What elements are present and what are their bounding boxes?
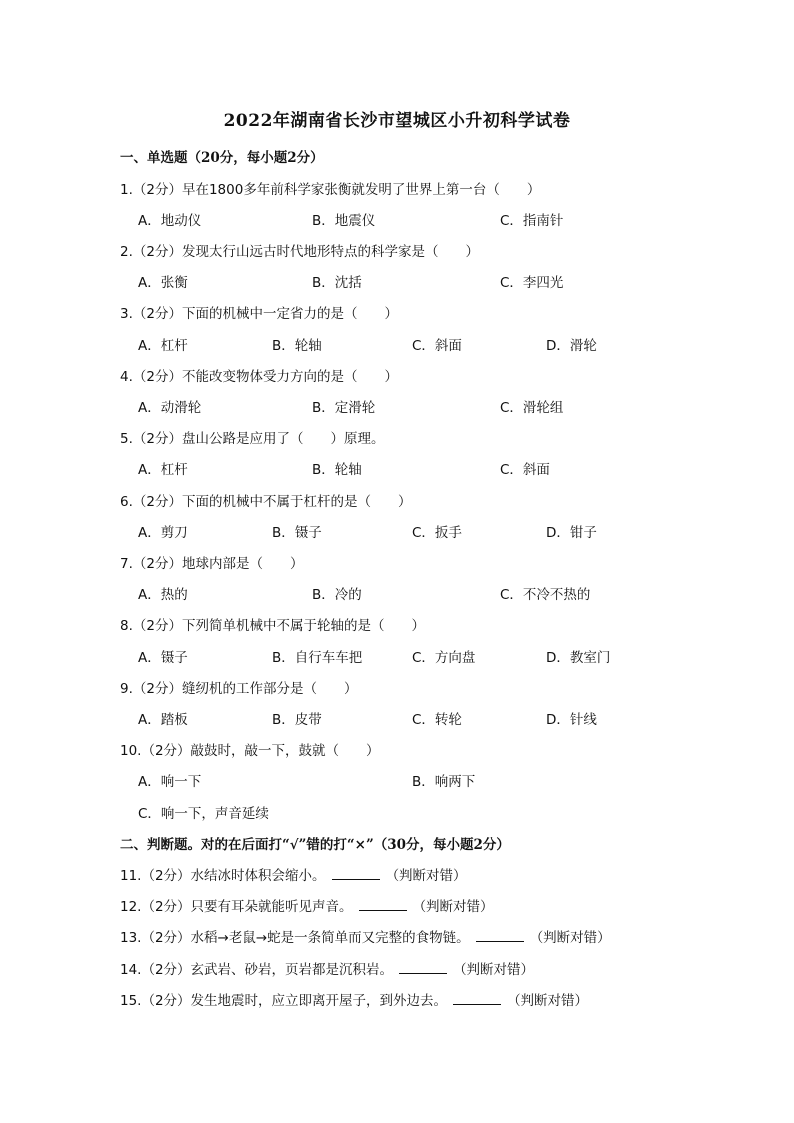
q2-option-c: C．李四光	[500, 275, 564, 291]
judgment-14	[120, 958, 534, 978]
q4-option-b: B．定滑轮	[312, 400, 376, 416]
judgment-suffix: （判断对错）	[453, 962, 535, 978]
q4-option-a: A．动滑轮	[138, 400, 202, 416]
q9-option-b: B．皮带	[272, 712, 322, 728]
q7-option-b: B．冷的	[312, 587, 362, 603]
answer-blank[interactable]	[399, 961, 447, 974]
answer-blank[interactable]	[359, 898, 407, 911]
judgment-suffix: （判断对错）	[385, 868, 467, 884]
q3-option-c: C．斜面	[412, 338, 462, 354]
section-single-choice-heading: 一、单选题（20分，每小题2分）	[120, 150, 324, 166]
q7-option-a: A．热的	[138, 587, 188, 603]
q9-option-a: A．踏板	[138, 712, 188, 728]
q1-option-a: A．地动仪	[138, 213, 202, 229]
q3-option-b: B．轮轴	[272, 338, 322, 354]
q8-option-a: A．镊子	[138, 650, 188, 666]
judgment-suffix: （判断对错）	[529, 930, 611, 946]
question-8: 8.（2分）下列简单机械中不属于轮轴的是（ ）	[120, 618, 425, 634]
question-10: 10.（2分）敲鼓时，敲一下，鼓就（ ）	[120, 743, 380, 759]
judgment-text: 12.（2分）只要有耳朵就能听见声音。	[120, 899, 353, 915]
answer-blank[interactable]	[476, 929, 524, 942]
q5-option-c: C．斜面	[500, 462, 550, 478]
q10-option-b: B．响两下	[412, 774, 476, 790]
q9-option-c: C．转轮	[412, 712, 462, 728]
q9-option-d: D．针线	[546, 712, 597, 728]
question-6: 6.（2分）下面的机械中不属于杠杆的是（ ）	[120, 494, 412, 510]
q2-option-a: A．张衡	[138, 275, 188, 291]
question-1: 1.（2分）早在1800多年前科学家张衡就发明了世界上第一台（ ）	[120, 182, 541, 198]
q1-option-c: C．指南针	[500, 213, 564, 229]
q4-option-c: C．滑轮组	[500, 400, 564, 416]
judgment-text: 15.（2分）发生地震时，应立即离开屋子，到外边去。	[120, 993, 448, 1009]
question-7: 7.（2分）地球内部是（ ）	[120, 556, 304, 572]
question-2: 2.（2分）发现太行山远古时代地形特点的科学家是（ ）	[120, 244, 479, 260]
answer-blank[interactable]	[453, 992, 501, 1005]
q8-option-d: D．教室门	[546, 650, 611, 666]
section-judgment-heading: 二、判断题。对的在后面打“√”错的打“×”（30分，每小题2分）	[120, 837, 510, 853]
q6-option-c: C．扳手	[412, 525, 462, 541]
q6-option-d: D．钳子	[546, 525, 597, 541]
judgment-text: 13.（2分）水稻→老鼠→蛇是一条简单而又完整的食物链。	[120, 930, 470, 946]
judgment-11	[120, 864, 467, 884]
q3-option-a: A．杠杆	[138, 338, 188, 354]
q10-option-c: C．响一下，声音延续	[138, 806, 269, 822]
judgment-12	[120, 895, 494, 915]
question-3: 3.（2分）下面的机械中一定省力的是（ ）	[120, 306, 398, 322]
answer-blank[interactable]	[332, 867, 380, 880]
q7-option-c: C．不冷不热的	[500, 587, 591, 603]
q8-option-c: C．方向盘	[412, 650, 476, 666]
question-9: 9.（2分）缝纫机的工作部分是（ ）	[120, 681, 358, 697]
judgment-13	[120, 926, 611, 946]
q6-option-a: A．剪刀	[138, 525, 188, 541]
q5-option-b: B．轮轴	[312, 462, 362, 478]
q10-option-a: A．响一下	[138, 774, 202, 790]
exam-title: 2022年湖南省长沙市望城区小升初科学试卷	[223, 111, 571, 131]
judgment-suffix: （判断对错）	[412, 899, 494, 915]
q3-option-d: D．滑轮	[546, 338, 597, 354]
q2-option-b: B．沈括	[312, 275, 362, 291]
judgment-text: 14.（2分）玄武岩、砂岩，页岩都是沉积岩。	[120, 962, 394, 978]
judgment-suffix: （判断对错）	[507, 993, 589, 1009]
q6-option-b: B．镊子	[272, 525, 322, 541]
judgment-text: 11.（2分）水结冰时体积会缩小。	[120, 868, 326, 884]
question-4: 4.（2分）不能改变物体受力方向的是（ ）	[120, 369, 398, 385]
q1-option-b: B．地震仪	[312, 213, 376, 229]
q5-option-a: A．杠杆	[138, 462, 188, 478]
question-5: 5.（2分）盘山公路是应用了（ ）原理。	[120, 431, 385, 447]
judgment-15	[120, 989, 588, 1009]
q8-option-b: B．自行车车把	[272, 650, 363, 666]
